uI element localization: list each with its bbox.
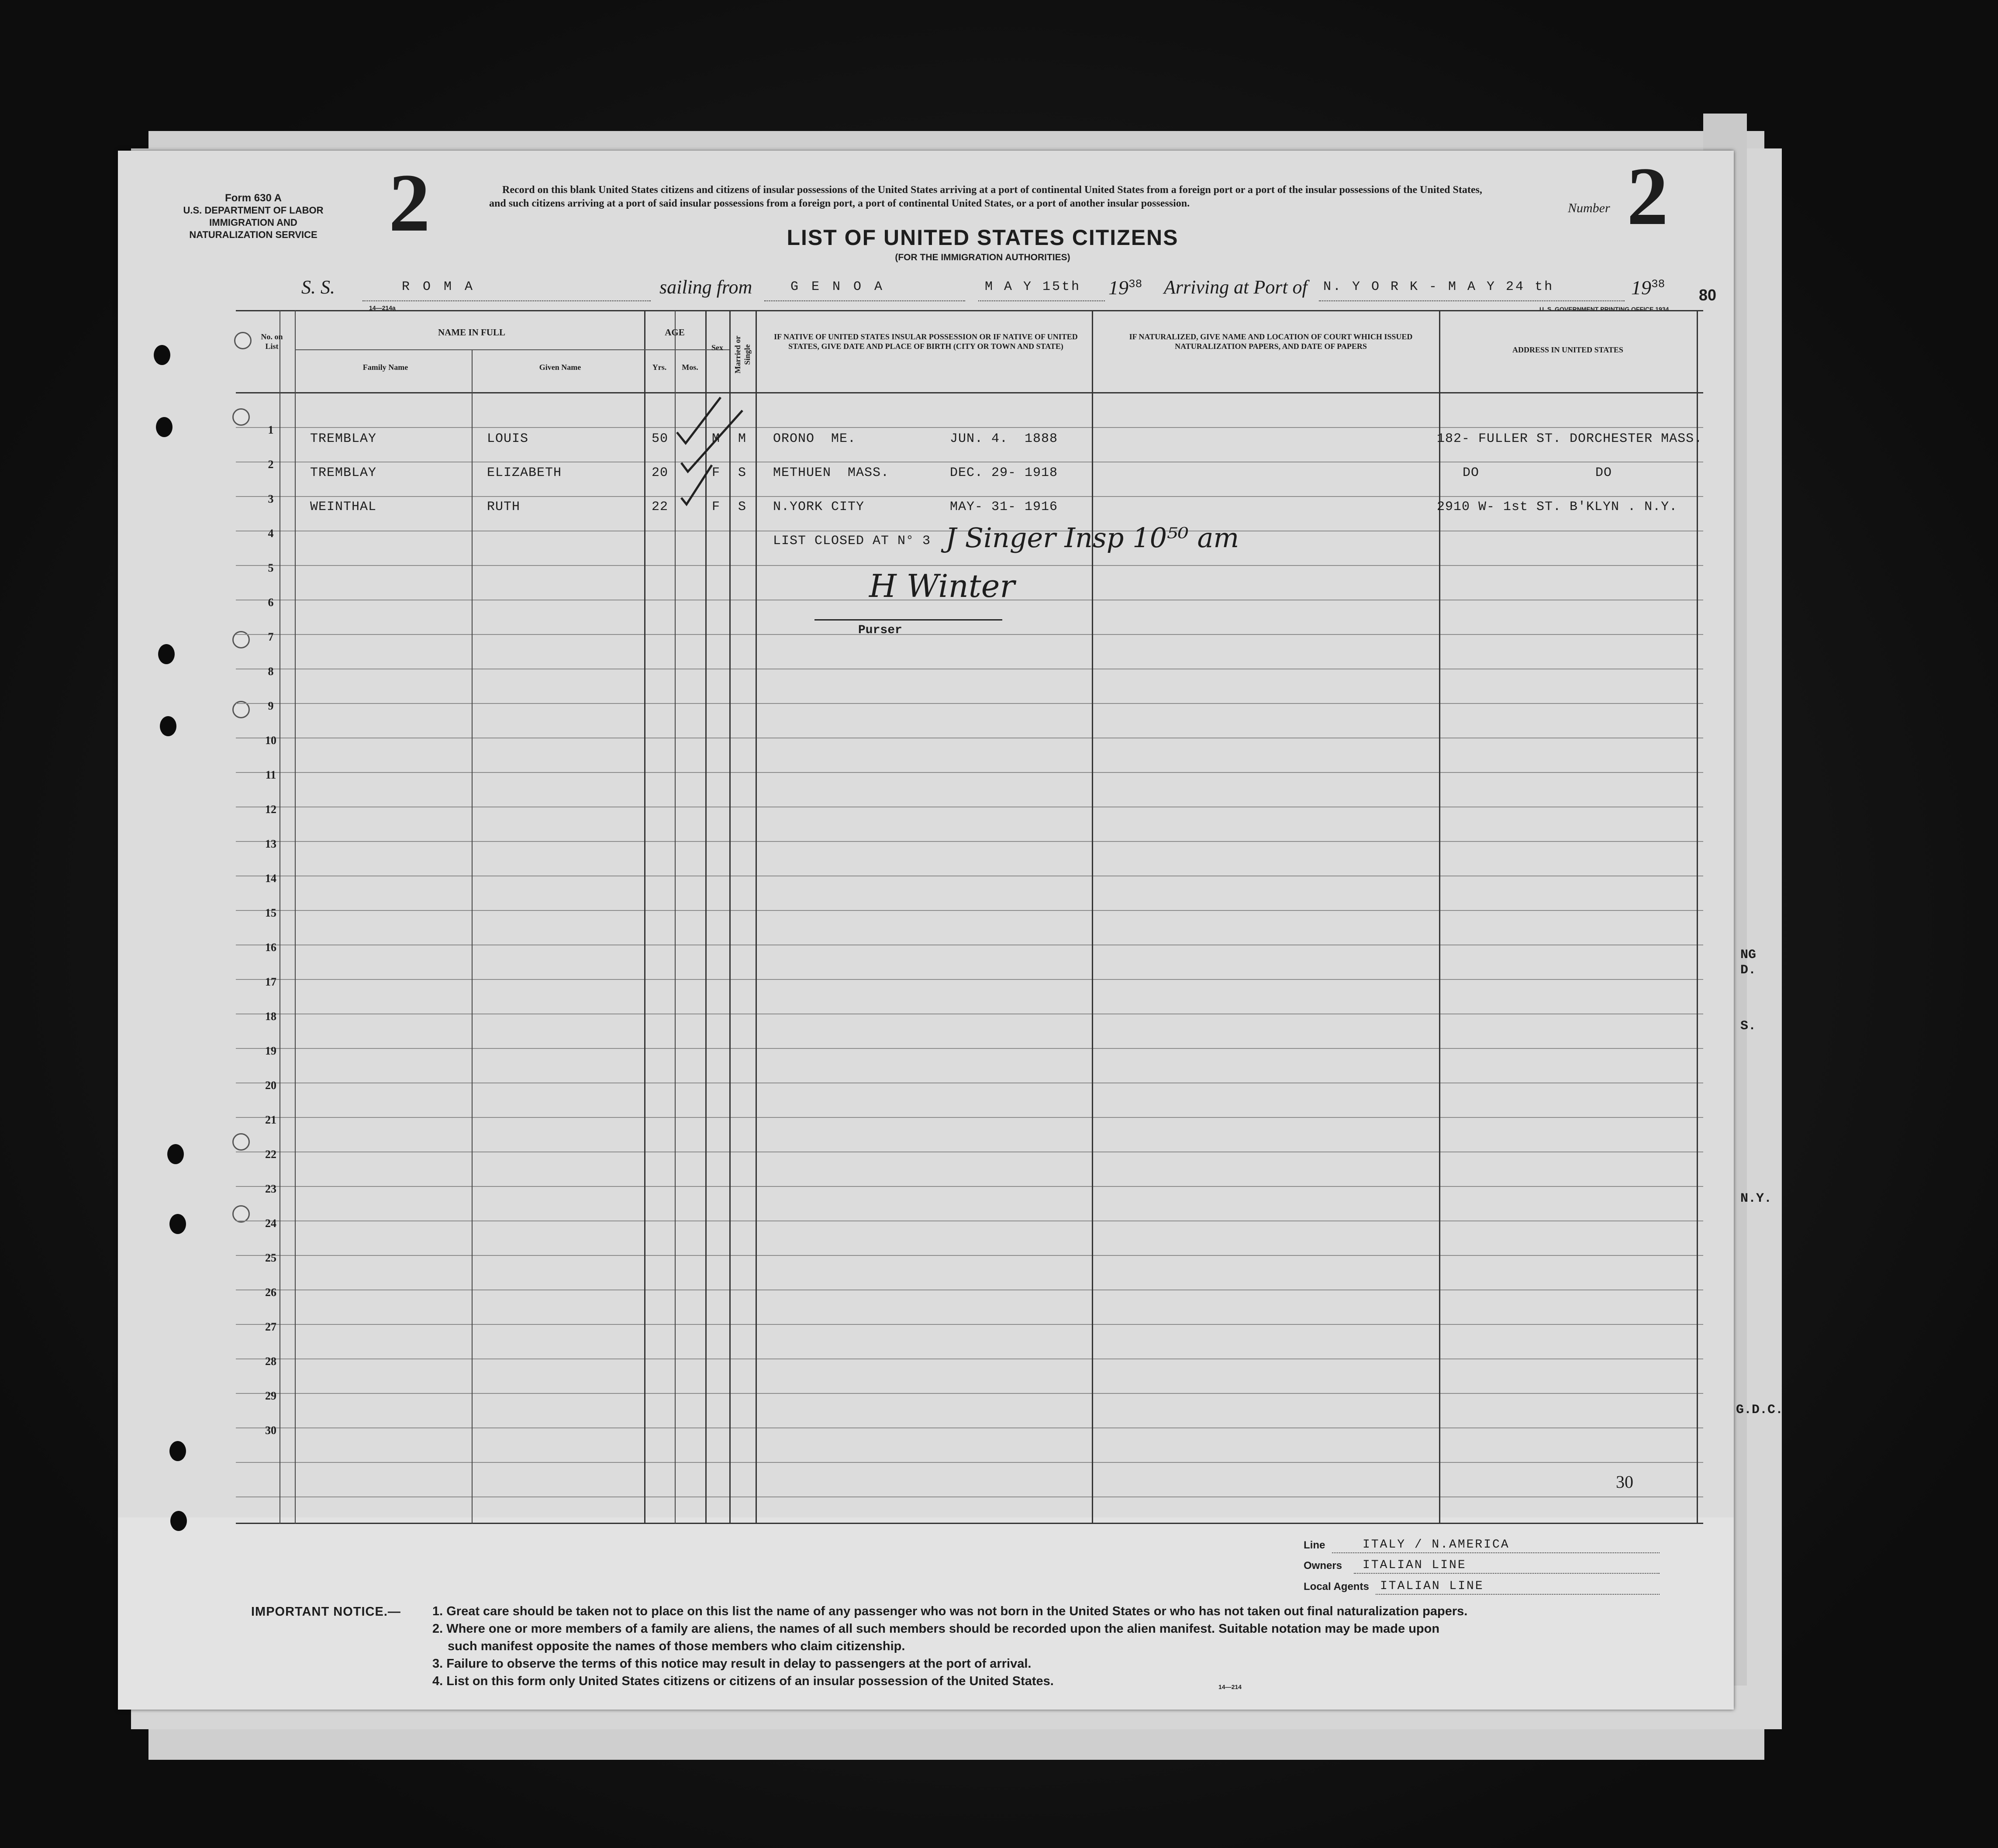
col-no-on-list: No. on List xyxy=(261,332,283,351)
department-line: IMMIGRATION AND xyxy=(209,217,297,228)
sex-cell: F xyxy=(712,465,721,480)
age-years-cell: 22 xyxy=(652,500,669,514)
row-number: 27 xyxy=(265,1320,276,1333)
department-line: U.S. DEPARTMENT OF LABOR xyxy=(183,205,324,216)
row-number: 19 xyxy=(265,1045,276,1057)
address-cell: 2910 W- 1st ST. B'KLYN . N.Y. xyxy=(1437,500,1678,514)
col-name-in-full: NAME IN FULL xyxy=(438,327,505,338)
binder-hole xyxy=(158,644,175,664)
row-number: 25 xyxy=(265,1252,276,1264)
birthplace-cell: METHUEN MASS. xyxy=(773,465,890,480)
birthdate-cell: DEC. 29- 1918 xyxy=(950,465,1058,480)
bottom-stock-code: 14—214 xyxy=(1218,1683,1242,1690)
row-number: 18 xyxy=(265,1010,276,1023)
check-marks xyxy=(668,393,756,515)
row-number: 5 xyxy=(268,562,274,574)
age-years-cell: 50 xyxy=(652,431,669,446)
binder-hole xyxy=(154,345,170,365)
sheet-number-right: 2 xyxy=(1627,151,1668,242)
address-cell: DO DO xyxy=(1454,465,1612,480)
table-rule xyxy=(236,310,1703,311)
marital-cell: M xyxy=(738,431,747,446)
col-sex: Sex xyxy=(711,343,723,352)
row-number: 12 xyxy=(265,803,276,816)
row-number: 13 xyxy=(265,838,276,850)
row-number: 2 xyxy=(268,458,274,471)
given-name-cell: ELIZABETH xyxy=(487,465,562,480)
binder-hole xyxy=(169,1214,186,1234)
margin-fragment: N.Y. xyxy=(1740,1191,1772,1206)
margin-fragment: NG xyxy=(1740,948,1756,962)
col-married-single: Married or Single xyxy=(733,335,752,374)
row-number: 6 xyxy=(268,596,274,609)
address-cell: 182- FULLER ST. DORCHESTER MASS. xyxy=(1437,431,1703,446)
notice-item: 4. List on this form only United States citizens or citizens of an insular possession of the United States. xyxy=(432,1674,1054,1688)
signature-line xyxy=(814,619,1002,621)
row-number: 14 xyxy=(265,872,276,885)
birthdate-cell: MAY- 31- 1916 xyxy=(950,500,1058,514)
corner-page-number: 80 xyxy=(1699,286,1717,304)
row-number: 29 xyxy=(265,1389,276,1402)
row-number: 7 xyxy=(268,631,274,643)
purser-signature: H Winter xyxy=(869,568,1015,604)
departure-date-line xyxy=(978,300,1105,301)
line-value: ITALY / N.AMERICA xyxy=(1363,1538,1510,1551)
row-number: 26 xyxy=(265,1286,276,1299)
departure-year: $19^{38}$ xyxy=(1108,276,1142,299)
ss-label: S. S. xyxy=(301,276,335,298)
number-label: Number xyxy=(1568,201,1610,215)
row-number: 4 xyxy=(268,527,274,540)
stock-code: 14—214a xyxy=(369,304,396,311)
departure-port: G E N O A xyxy=(790,279,885,294)
departure-port-line xyxy=(764,300,965,301)
sex-cell: M xyxy=(712,431,721,446)
family-name-cell: WEINTHAL xyxy=(310,500,377,514)
citizen-table xyxy=(236,310,1703,1524)
row-number: 10 xyxy=(265,734,276,747)
page-subtitle: (FOR THE IMMIGRATION AUTHORITIES) xyxy=(895,252,1070,262)
local-agents-value: ITALIAN LINE xyxy=(1380,1579,1484,1593)
col-address: ADDRESS IN UNITED STATES xyxy=(1512,345,1623,354)
col-given-name: Given Name xyxy=(539,363,581,372)
row-number: 30 xyxy=(265,1424,276,1437)
list-closed-note: LIST CLOSED AT N° 3 xyxy=(773,534,931,548)
row-number: 21 xyxy=(265,1114,276,1126)
row-number: 8 xyxy=(268,665,274,678)
given-name-cell: RUTH xyxy=(487,500,521,514)
owners-label: Owners xyxy=(1304,1560,1342,1572)
row-number: 20 xyxy=(265,1079,276,1092)
margin-fragment: G.D.C. xyxy=(1736,1403,1784,1417)
birthplace-cell: ORONO ME. xyxy=(773,431,856,446)
marital-cell: S xyxy=(738,465,747,480)
ship-name: R O M A xyxy=(402,279,476,294)
family-name-cell: TREMBLAY xyxy=(310,431,377,446)
marital-cell: S xyxy=(738,500,747,514)
binder-hole xyxy=(156,417,173,437)
notice-item: such manifest opposite the names of those members who claim citizenship. xyxy=(448,1639,905,1653)
family-name-cell: TREMBLAY xyxy=(310,465,377,480)
arrival-port-date: N. Y O R K - M A Y 24 th xyxy=(1323,279,1554,294)
sheet-number-left: 2 xyxy=(389,157,430,249)
page-title: LIST OF UNITED STATES CITIZENS xyxy=(787,225,1179,250)
row-number: 28 xyxy=(265,1355,276,1368)
col-age-months: Mos. xyxy=(682,363,698,372)
sailing-from-label: sailing from xyxy=(659,276,752,298)
line-label: Line xyxy=(1304,1539,1325,1551)
row-number: 22 xyxy=(265,1148,276,1161)
col-naturalization: IF NATURALIZED, GIVE NAME AND LOCATION OF COURT WHICH ISSUED NATURALIZATION PAPERS, AND DATE OF PAPERS xyxy=(1129,332,1413,351)
binder-hole xyxy=(170,1511,187,1531)
purser-label: Purser xyxy=(858,624,902,637)
age-years-cell: 20 xyxy=(652,465,669,480)
form-identifier xyxy=(131,192,376,241)
ship-name-line xyxy=(362,300,651,301)
inspector-signature: J Singer Insp 10⁵⁰ am xyxy=(946,522,1239,554)
given-name-cell: LOUIS xyxy=(487,431,529,446)
notice-title: IMPORTANT NOTICE.— xyxy=(251,1605,401,1619)
margin-fragment: S. xyxy=(1740,1019,1756,1034)
printing-office-note: U. S. GOVERNMENT PRINTING OFFICE 1934 xyxy=(1539,306,1669,313)
page-total: 30 xyxy=(1616,1472,1633,1492)
margin-fragment: D. xyxy=(1740,963,1756,978)
col-age-years: Yrs. xyxy=(652,363,667,372)
row-number: 9 xyxy=(268,700,274,712)
record-instructions: Record on this blank United States citizens and citizens of insular possessions of the United States arriving at a port of continental United States from a foreign port or a port of the insular possessions of the United States, and such citizens arriving at a port of said insular possessions from a foreign port, a port of continental United States, or a port of another insular possession. xyxy=(489,184,1482,209)
row-number: 24 xyxy=(265,1217,276,1230)
row-number: 3 xyxy=(268,493,274,505)
arriving-label: Arriving at Port of xyxy=(1164,276,1308,298)
owners-value: ITALIAN LINE xyxy=(1363,1558,1467,1572)
col-family-name: Family Name xyxy=(362,363,408,372)
birthdate-cell: JUN. 4. 1888 xyxy=(950,431,1058,446)
row-number: 15 xyxy=(265,907,276,919)
notice-item: 1. Great care should be taken not to place on this list the name of any passenger who was not born in the United States or who has not taken out final naturalization papers. xyxy=(432,1604,1468,1618)
col-age: AGE xyxy=(665,327,685,338)
binder-hole xyxy=(167,1144,184,1164)
table-rule xyxy=(236,392,1703,393)
row-number: 17 xyxy=(265,976,276,988)
birthplace-cell: N.YORK CITY xyxy=(773,500,865,514)
binder-hole xyxy=(169,1441,186,1461)
row-number: 23 xyxy=(265,1183,276,1195)
form-number: Form 630 A xyxy=(225,192,282,204)
binder-hole xyxy=(160,716,176,736)
col-birth-place-date: IF NATIVE OF UNITED STATES INSULAR POSSESSION OR IF NATIVE OF UNITED STATES, GIVE DATE AND PLACE OF BIRTH (CITY OR TOWN AND STATE) xyxy=(774,332,1078,351)
local-agents-label: Local Agents xyxy=(1304,1581,1369,1593)
department-line: NATURALIZATION SERVICE xyxy=(189,229,317,240)
row-number: 16 xyxy=(265,941,276,954)
row-number: 1 xyxy=(268,424,274,436)
departure-date: M A Y 15th xyxy=(985,279,1081,294)
arrival-port-line xyxy=(1319,300,1625,301)
notice-item: 2. Where one or more members of a family are aliens, the names of all such members should be recorded upon the alien manifest. Suitable notation may be made upon xyxy=(432,1622,1440,1636)
row-number: 11 xyxy=(265,769,276,781)
sex-cell: F xyxy=(712,500,721,514)
notice-item: 3. Failure to observe the terms of this notice may result in delay to passengers at the port of arrival. xyxy=(432,1657,1032,1671)
arrival-year: $19^{38}$ xyxy=(1631,276,1665,299)
